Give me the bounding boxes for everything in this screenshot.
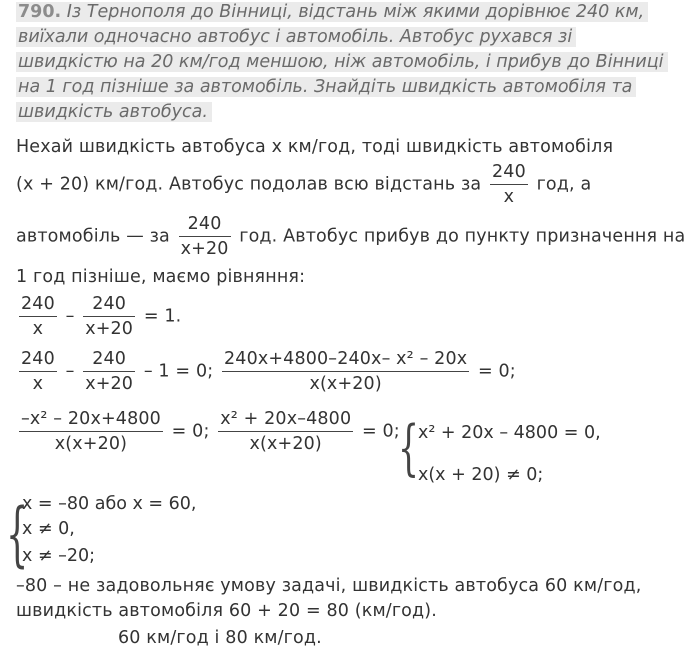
eq3-fraction-1 bbox=[19, 407, 163, 456]
fraction-denominator: х+20 bbox=[85, 319, 134, 339]
fraction-denominator: х bbox=[32, 374, 44, 394]
answer-line: 60 км/год і 80 км/год. bbox=[118, 628, 322, 648]
fraction-car-time bbox=[179, 212, 231, 261]
equation-2 bbox=[16, 347, 516, 396]
solution-line-3-a: автомобіль — за bbox=[16, 226, 170, 247]
equation-3 bbox=[16, 407, 400, 456]
conclusion-line-1: –80 – не задовольняє умову задачі, швидкість автобуса 60 км/год, bbox=[16, 576, 642, 596]
system-2-line-3: х ≠ –20; bbox=[22, 546, 96, 566]
solution-line-2-b: год, а bbox=[536, 174, 592, 195]
system-2-line-1: х = –80 або х = 60, bbox=[22, 494, 197, 514]
task-line-2: виїхали одночасно автобус і автомобіль. Автобус рухався зі bbox=[16, 27, 576, 47]
eq2-mid: – 1 = 0; bbox=[143, 361, 214, 382]
eq2-fraction-3 bbox=[222, 347, 469, 396]
task-number: 790. bbox=[18, 2, 62, 22]
eq3-rhs: = 0; bbox=[361, 421, 400, 442]
fraction-denominator: х(х+20) bbox=[309, 374, 382, 394]
eq1-operator: – bbox=[65, 306, 75, 327]
eq1-fraction-1 bbox=[19, 292, 57, 341]
task-line-5: швидкість автобуса. bbox=[16, 102, 212, 122]
fraction-numerator: –х² – 20х+4800 bbox=[19, 407, 163, 432]
eq3-fraction-2 bbox=[218, 407, 353, 456]
system-1-line-1: х² + 20х – 4800 = 0, bbox=[418, 423, 601, 443]
eq1-rhs: = 1. bbox=[143, 306, 182, 327]
fraction-numerator: 240 bbox=[19, 347, 57, 372]
fraction-denominator: х+20 bbox=[85, 374, 134, 394]
fraction-denominator: х(х+20) bbox=[249, 434, 322, 454]
fraction-denominator: х bbox=[503, 187, 515, 207]
solution-line-2 bbox=[16, 160, 591, 209]
fraction-denominator: х+20 bbox=[180, 239, 229, 259]
system-2-line-2: х ≠ 0, bbox=[22, 519, 75, 539]
eq2-rhs: = 0; bbox=[477, 361, 516, 382]
conclusion-line-2: швидкість автомобіля 60 + 20 = 80 (км/год). bbox=[16, 601, 437, 621]
equation-1 bbox=[16, 292, 181, 341]
fraction-numerator: 240 bbox=[19, 292, 57, 317]
system-1-brace: { bbox=[398, 413, 420, 483]
eq3-mid: = 0; bbox=[171, 421, 210, 442]
system-1-line-2: х(х + 20) ≠ 0; bbox=[418, 465, 544, 485]
fraction-numerator: 240х+4800–240х– х² – 20х bbox=[222, 347, 469, 372]
fraction-bus-time bbox=[490, 160, 528, 209]
fraction-numerator: 240 bbox=[83, 292, 135, 317]
fraction-numerator: х² + 20х–4800 bbox=[218, 407, 353, 432]
solution-line-2-a: (х + 20) км/год. Автобус подолав всю відстань за bbox=[16, 174, 482, 195]
eq2-operator: – bbox=[65, 361, 75, 382]
task-line-3: швидкістю на 20 км/год меншою, ніж автомобіль, і прибув до Вінниці bbox=[16, 52, 668, 72]
fraction-denominator: х bbox=[32, 319, 44, 339]
eq2-fraction-1 bbox=[19, 347, 57, 396]
task-text-1: Із Тернополя до Вінниці, відстань між якими дорівнює 240 км, bbox=[66, 2, 645, 22]
solution-line-3 bbox=[16, 212, 685, 261]
fraction-numerator: 240 bbox=[490, 160, 528, 185]
eq1-fraction-2 bbox=[83, 292, 135, 341]
task-line-1 bbox=[16, 2, 648, 22]
eq2-fraction-2 bbox=[83, 347, 135, 396]
fraction-denominator: х(х+20) bbox=[54, 434, 128, 454]
fraction-numerator: 240 bbox=[179, 212, 231, 237]
solution-line-4: 1 год пізніше, маємо рівняння: bbox=[16, 267, 306, 287]
system-2-brace: { bbox=[6, 493, 29, 575]
fraction-numerator: 240 bbox=[83, 347, 135, 372]
solution-line-1: Нехай швидкість автобуса х км/год, тоді швидкість автомобіля bbox=[16, 137, 614, 157]
solution-line-3-b: год. Автобус прибув до пункту призначення на bbox=[239, 226, 686, 247]
task-line-4: на 1 год пізніше за автомобіль. Знайдіть швидкість автомобіля та bbox=[16, 77, 636, 97]
